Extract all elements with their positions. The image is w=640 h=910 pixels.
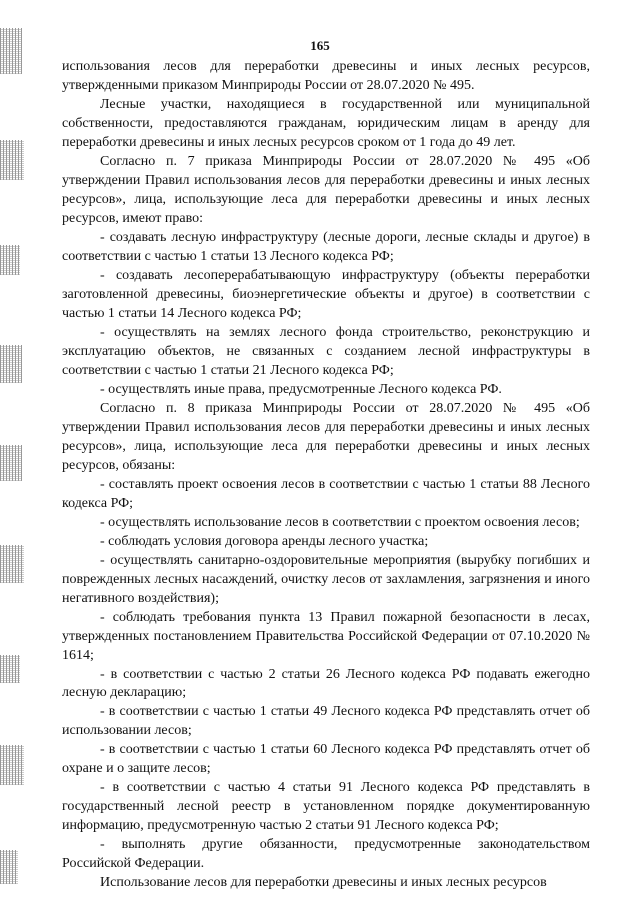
scan-artifact xyxy=(0,745,24,785)
list-item: - создавать лесоперерабатывающую инфраструктуру (объекты переработки заготовленной древесины, биоэнергетические объекты и другое) в соответствии с частью 1 статьи 14 Лесного кодекса РФ; xyxy=(62,267,590,321)
scan-margin-artifacts xyxy=(0,0,40,910)
list-item: - составлять проект освоения лесов в соответствии с частью 1 статьи 88 Лесного кодекса РФ; xyxy=(62,476,590,511)
scan-artifact xyxy=(0,545,24,583)
paragraph: использования лесов для переработки древесины и иных лесных ресурсов, утвержденными приказом Минприроды России от 28.07.2020 № 495. xyxy=(62,59,590,93)
list-item: - в соответствии с частью 1 статьи 60 Лесного кодекса РФ представлять отчет об охране и о защите лесов; xyxy=(62,742,590,777)
scan-artifact xyxy=(0,655,20,683)
list-item: - в соответствии с частью 2 статьи 26 Лесного кодекса РФ подавать ежегодно лесную декларацию; xyxy=(62,666,590,701)
paragraph: Лесные участки, находящиеся в государственной или муниципальной собственности, предоставляются гражданам, юридическим лицам в аренду для переработки древесины и иных лесных ресурсов сроком от 1 года до 49 лет. xyxy=(62,96,590,150)
scan-artifact xyxy=(0,850,18,884)
scan-artifact xyxy=(0,245,20,275)
list-item: - в соответствии с частью 1 статьи 49 Лесного кодекса РФ представлять отчет об использовании лесов; xyxy=(62,704,590,739)
scan-artifact xyxy=(0,345,22,383)
scan-artifact xyxy=(0,140,24,180)
list-item: - выполнять другие обязанности, предусмотренные законодательством Российской Федерации. xyxy=(62,837,590,872)
paragraph: Согласно п. 7 приказа Минприроды России от 28.07.2020 № 495 «Об утверждении Правил использования лесов для переработки древесины и иных лесных ресурсов», лица, использующие леса для переработки древесины и иных лесных ресурсов, имеют право: xyxy=(62,153,590,226)
list-item: - осуществлять на землях лесного фонда строительство, реконструкцию и эксплуатацию объектов, не связанных с созданием лесной инфраструктуры в соответствии с частью 1 статьи 21 Лесного кодекса РФ; xyxy=(62,324,590,378)
list-item: - в соответствии с частью 4 статьи 91 Лесного кодекса РФ представлять в государственный лесной реестр в установленном порядке документированную информацию, предусмотренную частью 2 статьи 91 Лесного кодекса РФ; xyxy=(62,780,590,834)
list-item: - осуществлять использование лесов в соответствии с проектом освоения лесов; xyxy=(100,514,580,530)
list-item: - создавать лесную инфраструктуру (лесные дороги, лесные склады и другое) в соответствии с частью 1 статьи 13 Лесного кодекса РФ; xyxy=(62,229,590,264)
list-item: - соблюдать требования пункта 13 Правил пожарной безопасности в лесах, утвержденных постановлением Правительства Российской Федерации от 07.10.2020 № 1614; xyxy=(62,609,590,663)
list-item: - осуществлять иные права, предусмотренные Лесного кодекса РФ. xyxy=(100,381,502,397)
document-body xyxy=(62,58,590,893)
paragraph: Использование лесов для переработки древесины и иных лесных ресурсов xyxy=(100,875,547,891)
list-item: - соблюдать условия договора аренды лесного участка; xyxy=(100,533,429,549)
paragraph: Согласно п. 8 приказа Минприроды России от 28.07.2020 № 495 «Об утверждении Правил использования лесов для переработки древесины и иных лесных ресурсов», лица, использующие леса для переработки древесины и иных лесных ресурсов, обязаны: xyxy=(62,400,590,473)
list-item: - осуществлять санитарно-оздоровительные мероприятия (вырубку погибших и поврежденных лесных насаждений, очистку лесов от захламления, загрязнения и иного негативного воздействия); xyxy=(62,552,590,606)
page-number: 165 xyxy=(310,38,330,53)
scan-artifact xyxy=(0,445,22,481)
